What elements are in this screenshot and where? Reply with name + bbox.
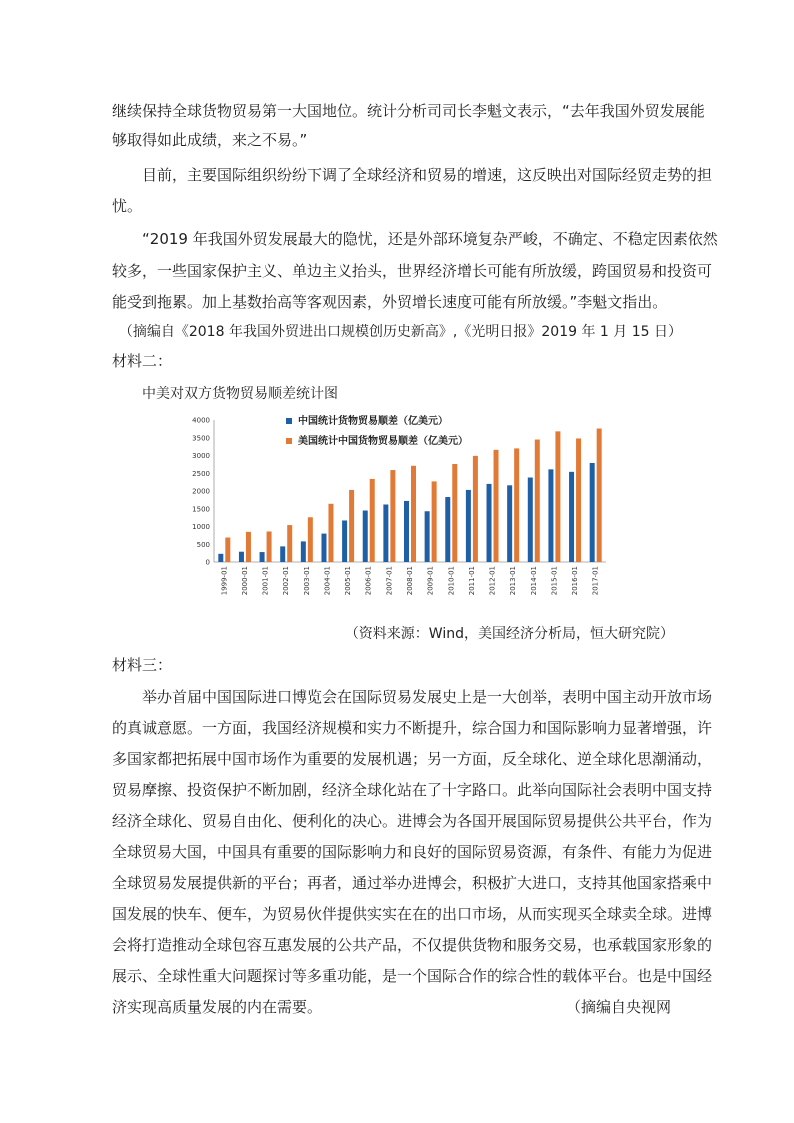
y-tick-label: 3500: [192, 434, 210, 443]
x-tick-label: 2004-01: [323, 566, 332, 596]
chart-bars: [218, 429, 601, 562]
bar-us-stat: [535, 440, 540, 562]
x-tick-label: 2002-01: [282, 566, 291, 596]
y-tick-label: 4000: [192, 416, 210, 425]
x-tick-label: 2007-01: [385, 566, 394, 596]
y-tick-label: 0: [205, 558, 210, 567]
paragraph-line: 够取得如此成绩，来之不易。”: [112, 131, 308, 149]
bar-us-stat: [597, 429, 602, 562]
x-tick-label: 2001-01: [261, 566, 270, 596]
bar-china-stat: [425, 511, 430, 562]
y-tick-label: 2500: [192, 469, 210, 478]
x-tick-label: 2006-01: [364, 566, 373, 596]
x-tick-label: 2014-01: [529, 566, 538, 596]
bar-china-stat: [301, 541, 306, 562]
source-citation: （摘编自《2018 年我国外贸进出口规模创历史新高》,《光明日报》2019 年 1 月 15 日）: [118, 324, 682, 340]
y-tick-label: 2000: [192, 487, 210, 496]
paragraph-line: 的真诚意愿。一方面，我国经济规模和实力不断提升，综合国力和国际影响力显著增强，许: [112, 719, 713, 737]
bar-us-stat: [411, 466, 416, 562]
y-tick-label: 1000: [192, 523, 210, 531]
y-tick-label: 3000: [192, 452, 210, 460]
paragraph-line: 展示、全球性重大问题探讨等多重功能，是一个国际合作的综合性的载体平台。也是中国经: [112, 967, 713, 985]
x-tick-label: 1999-01: [220, 566, 229, 596]
bar-china-stat: [260, 552, 265, 562]
bar-china-stat: [218, 554, 223, 562]
x-tick-label: 2017-01: [591, 566, 600, 596]
paragraph-line: 会将打造推动全球包容互惠发展的公共产品，不仅提供货物和服务交易，也承载国家形象的: [112, 936, 713, 954]
source-citation: （摘编自央视网: [566, 998, 672, 1016]
paragraph-line: 经济全球化、贸易自由化、便利化的决心。进博会为各国开展国际贸易提供公共平台，作为: [112, 812, 713, 830]
paragraph-line: 继续保持全球货物贸易第一大国地位。统计分析司司长李魁文表示，“去年我国外贸发展能: [112, 102, 705, 120]
bar-china-stat: [363, 511, 368, 562]
legend-swatch: [286, 438, 292, 444]
bar-us-stat: [390, 470, 395, 562]
chart-source: （资料来源：Wind，美国经济分析局，恒大研究院）: [344, 626, 674, 642]
bar-us-stat: [452, 464, 457, 562]
x-tick-label: 2003-01: [302, 566, 311, 596]
bar-us-stat: [225, 538, 230, 562]
x-tick-label: 2005-01: [344, 566, 353, 596]
bar-china-stat: [239, 552, 244, 562]
x-tick-label: 2011-01: [467, 566, 476, 596]
section-heading: 材料二：: [112, 352, 173, 370]
bar-us-stat: [308, 517, 313, 562]
paragraph-line: 多国家都把拓展中国市场作为重要的发展机遇；另一方面，反全球化、逆全球化思潮涌动，: [112, 750, 713, 768]
legend-label: 美国统计中国货物贸易顺差（亿美元）: [298, 436, 468, 447]
x-tick-label: 2013-01: [509, 566, 518, 596]
bar-us-stat: [432, 481, 437, 562]
bar-china-stat: [569, 472, 574, 562]
paragraph-line: 济实现高质量发展的内在需要。: [112, 998, 323, 1016]
legend-swatch: [286, 418, 292, 424]
bar-us-stat: [267, 531, 272, 562]
x-tick-label: 2009-01: [426, 566, 435, 596]
bar-us-stat: [370, 479, 375, 562]
bar-china-stat: [342, 520, 347, 562]
x-tick-label: 2000-01: [240, 566, 249, 596]
chart-title: 中美对双方货物贸易顺差统计图: [142, 386, 338, 402]
paragraph-line: 能受到拖累。加上基数抬高等客观因素，外贸增长速度可能有所放缓。”李魁文指出。: [112, 293, 668, 311]
paragraph-line: 国发展的快车、便车，为贸易伙伴提供实实在在的出口市场，从而实现买全球卖全球。进博: [112, 905, 713, 923]
bar-us-stat: [514, 448, 519, 562]
bar-china-stat: [404, 501, 409, 562]
bar-us-stat: [555, 431, 560, 562]
paragraph-line: “2019 年我国外贸发展最大的隐忧，还是外部环境复杂严峻，不确定、不稳定因素依然: [142, 230, 718, 248]
bar-china-stat: [321, 534, 326, 562]
y-tick-label: 500: [196, 540, 210, 549]
bar-china-stat: [548, 469, 553, 562]
bar-us-stat: [473, 456, 478, 562]
bar-china-stat: [507, 485, 512, 562]
paragraph-line: 目前，主要国际组织纷纷下调了全球经济和贸易的增速，这反映出对国际经贸走势的担: [142, 166, 713, 184]
legend-label: 中国统计货物贸易顺差（亿美元）: [298, 416, 448, 427]
bar-us-stat: [246, 532, 251, 562]
bar-china-stat: [466, 490, 471, 562]
bar-us-stat: [576, 438, 581, 562]
paragraph-line: 忧。: [112, 197, 143, 215]
x-tick-label: 2008-01: [406, 566, 414, 596]
paragraph-line: 举办首届中国国际进口博览会在国际贸易发展史上是一大创举，表明中国主动开放市场: [142, 688, 713, 706]
bar-china-stat: [445, 497, 450, 562]
y-tick-label: 1500: [192, 505, 210, 514]
bar-us-stat: [328, 504, 333, 562]
paragraph-line: 全球贸易大国，中国具有重要的国际影响力和良好的国际贸易资源，有条件、有能力为促进: [112, 843, 713, 861]
bar-china-stat: [487, 484, 492, 562]
section-heading: 材料三：: [112, 656, 173, 674]
trade-surplus-chart: [178, 408, 618, 623]
paragraph-line: 较多，一些国家保护主义、单边主义抬头，世界经济增长可能有所放缓，跨国贸易和投资可: [112, 262, 713, 280]
bar-us-stat: [287, 525, 292, 562]
x-tick-label: 2012-01: [488, 566, 497, 596]
chart-legend: [286, 414, 468, 447]
bar-china-stat: [280, 546, 285, 562]
bar-us-stat: [349, 490, 354, 562]
x-tick-label: 2016-01: [571, 566, 580, 596]
bar-china-stat: [528, 478, 533, 562]
x-tick-label: 2015-01: [550, 566, 559, 596]
paragraph-line: 贸易摩擦、投资保护不断加剧，经济全球化站在了十字路口。此举向国际社会表明中国支持: [112, 781, 713, 799]
bar-china-stat: [383, 504, 388, 562]
bar-us-stat: [494, 450, 499, 562]
bar-china-stat: [590, 463, 595, 562]
paragraph-line: 全球贸易发展提供新的平台；再者，通过举办进博会，积极扩大进口，支持其他国家搭乘中: [112, 874, 713, 892]
x-tick-label: 2010-01: [447, 566, 456, 596]
